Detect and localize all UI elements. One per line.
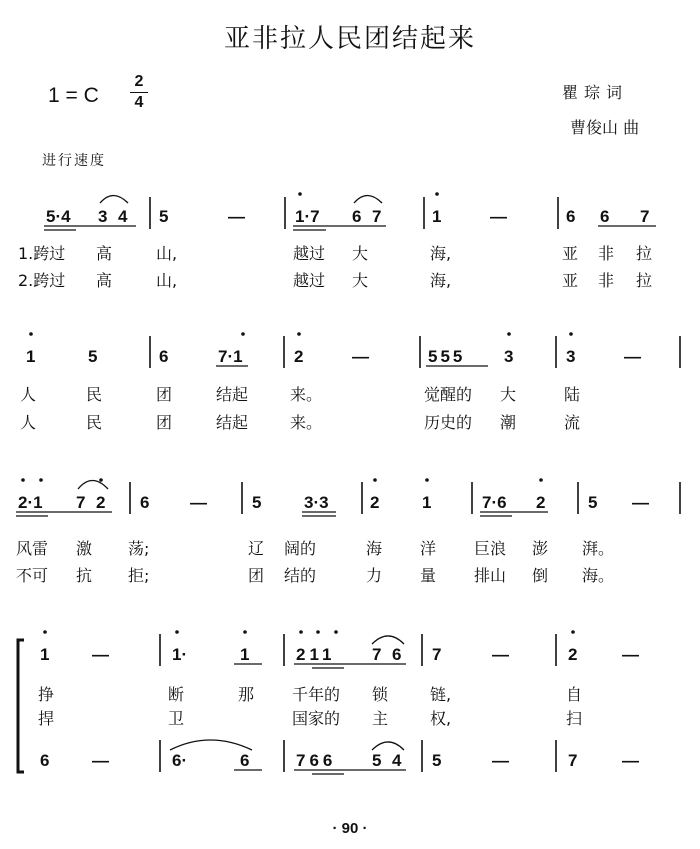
note: 7 xyxy=(640,207,650,226)
note: 7 xyxy=(372,207,382,226)
lyric: 结起 xyxy=(216,413,249,432)
lyric: 山, xyxy=(156,271,178,290)
note: 555 xyxy=(428,347,466,366)
note: — xyxy=(92,751,109,770)
lyric: 来。 xyxy=(290,385,323,404)
note: 7·1 xyxy=(218,347,243,366)
note: 5 xyxy=(88,347,98,366)
note: 211 xyxy=(296,645,336,664)
lyric: 权, xyxy=(430,709,452,728)
system-4 xyxy=(18,630,639,774)
slur xyxy=(372,636,404,644)
note: — xyxy=(622,645,639,664)
lyric: 高 xyxy=(96,244,113,263)
note: 2 xyxy=(96,493,106,512)
lyric: 拒; xyxy=(128,566,150,585)
lyricist-credit: 瞿琮词 xyxy=(562,83,629,102)
note: 5·4 xyxy=(46,207,71,226)
lyric: 陆 xyxy=(564,385,581,404)
lyric: 链, xyxy=(430,685,452,704)
note: 6 xyxy=(240,751,250,770)
lyric: 国家的 xyxy=(292,709,341,728)
lyric: 历史的 xyxy=(424,413,473,432)
composer-credit: 曹俊山 曲 xyxy=(570,118,640,137)
note: 5 xyxy=(432,751,442,770)
lyric: 非 xyxy=(598,244,615,263)
note: — xyxy=(228,207,245,226)
octave-dot xyxy=(539,478,543,482)
note: 7 xyxy=(76,493,86,512)
note: 6 xyxy=(159,347,169,366)
lyric: 阔的 xyxy=(284,539,317,558)
lyric: 抗 xyxy=(76,566,93,585)
lyric: 民 xyxy=(86,385,103,404)
note: 5 xyxy=(588,493,598,512)
lyric: 潮 xyxy=(500,413,517,432)
slur xyxy=(170,740,252,750)
note: 766 xyxy=(296,751,337,770)
octave-dot xyxy=(571,630,575,634)
octave-dot xyxy=(39,478,43,482)
note: 3 xyxy=(566,347,576,366)
note: 2 xyxy=(568,645,578,664)
lyric: 力 xyxy=(366,566,383,585)
lyric: 拉 xyxy=(636,244,653,263)
lyric: 风雷 xyxy=(16,539,49,558)
note: 4 xyxy=(118,207,128,226)
lyric: 排山 xyxy=(474,566,507,585)
lyric: 团 xyxy=(156,413,173,432)
note: 6 xyxy=(392,645,402,664)
note: 5 xyxy=(372,751,382,770)
note: 1·7 xyxy=(295,207,320,226)
lyric: 自 xyxy=(566,685,583,704)
lyric: 非 xyxy=(598,271,615,290)
lyric: 越过 xyxy=(293,271,326,290)
lyric: 结起 xyxy=(216,385,249,404)
note: — xyxy=(490,207,507,226)
note: 3·3 xyxy=(304,493,329,512)
octave-dot xyxy=(425,478,429,482)
lyric: 荡; xyxy=(128,539,150,558)
note: 7 xyxy=(432,645,442,664)
lyric: 海, xyxy=(430,271,452,290)
note: 6 xyxy=(352,207,362,226)
note: 1 xyxy=(432,207,442,226)
lyric: 2.跨过 xyxy=(18,271,66,290)
note: 7 xyxy=(568,751,578,770)
lyric: 卫 xyxy=(168,709,185,728)
lyric: 流 xyxy=(564,413,581,432)
lyric: 越过 xyxy=(293,244,326,263)
octave-dot xyxy=(316,630,320,634)
lyric: 人 xyxy=(20,385,37,404)
song-title: 亚非拉人民团结起来 xyxy=(223,24,476,54)
lyric: 亚 xyxy=(562,271,579,290)
lyric: 民 xyxy=(86,413,103,432)
lyric: 海。 xyxy=(582,566,615,585)
lyric: 挣 xyxy=(38,685,55,704)
note: 6 xyxy=(600,207,610,226)
note: 1 xyxy=(422,493,432,512)
note: 1 xyxy=(40,645,50,664)
slur xyxy=(354,196,382,204)
lyric: 高 xyxy=(96,271,113,290)
octave-dot xyxy=(373,478,377,482)
lyric: 扫 xyxy=(566,709,583,728)
lyric: 亚 xyxy=(562,244,579,263)
lyric: 1.跨过 xyxy=(18,244,66,263)
note: 6 xyxy=(566,207,576,226)
lyric: 洋 xyxy=(420,539,437,558)
octave-dot xyxy=(334,630,338,634)
lyric: 巨浪 xyxy=(474,539,507,558)
lyric: 不可 xyxy=(16,566,49,585)
lyric: 拉 xyxy=(636,271,653,290)
note: 7·6 xyxy=(482,493,507,512)
note: — xyxy=(352,347,369,366)
lyric: 辽 xyxy=(248,539,265,558)
lyric: 来。 xyxy=(290,413,323,432)
octave-dot xyxy=(298,192,302,196)
lyric: 人 xyxy=(20,413,37,432)
note: 6 xyxy=(140,493,150,512)
octave-dot xyxy=(297,332,301,336)
lyric: 锁 xyxy=(372,685,389,704)
lyric: 倒 xyxy=(532,566,549,585)
page-number: · 90 · xyxy=(332,820,368,837)
lyric: 大 xyxy=(352,244,369,263)
note: 2 xyxy=(370,493,380,512)
octave-dot xyxy=(435,192,439,196)
octave-dot xyxy=(299,630,303,634)
octave-dot xyxy=(243,630,247,634)
note: 3 xyxy=(98,207,108,226)
system-bracket xyxy=(18,640,24,772)
lyric: 海 xyxy=(366,539,383,558)
slur xyxy=(100,196,128,204)
note: 1 xyxy=(26,347,36,366)
note: 6 xyxy=(40,751,50,770)
note: — xyxy=(92,645,109,664)
lyric: 那 xyxy=(238,685,255,704)
time-bottom: 4 xyxy=(130,92,148,113)
note: — xyxy=(492,751,509,770)
note: — xyxy=(632,493,649,512)
time-top: 2 xyxy=(134,73,144,90)
note: 1 xyxy=(240,645,250,664)
lyric: 断 xyxy=(168,685,185,704)
octave-dot xyxy=(99,478,103,482)
note: — xyxy=(492,645,509,664)
lyric: 团 xyxy=(156,385,173,404)
lyric: 觉醒的 xyxy=(424,385,473,404)
lyric: 激 xyxy=(76,539,93,558)
lyric: 捍 xyxy=(38,709,55,728)
lyric: 海, xyxy=(430,244,452,263)
octave-dot xyxy=(43,630,47,634)
lyric: 千年的 xyxy=(292,685,341,704)
note: 5 xyxy=(159,207,169,226)
system-3 xyxy=(16,478,680,585)
note: — xyxy=(622,751,639,770)
note: 2·1 xyxy=(18,493,43,512)
note: 6· xyxy=(172,751,188,770)
note: 4 xyxy=(392,751,402,770)
slur xyxy=(372,742,404,750)
note: — xyxy=(190,493,207,512)
octave-dot xyxy=(569,332,573,336)
octave-dot xyxy=(507,332,511,336)
system-2 xyxy=(20,332,680,432)
lyric: 澎 xyxy=(532,539,549,558)
note: 2 xyxy=(294,347,304,366)
octave-dot xyxy=(21,478,25,482)
octave-dot xyxy=(29,332,33,336)
lyric: 结的 xyxy=(284,566,317,585)
slur xyxy=(78,481,108,490)
note: 5 xyxy=(252,493,262,512)
lyric: 大 xyxy=(352,271,369,290)
lyric: 量 xyxy=(420,566,437,585)
note: 3 xyxy=(504,347,514,366)
note: 2 xyxy=(536,493,546,512)
note: 7 xyxy=(372,645,382,664)
octave-dot xyxy=(175,630,179,634)
lyric: 大 xyxy=(500,385,517,404)
lyric: 团 xyxy=(248,566,265,585)
lyric: 主 xyxy=(372,709,389,728)
note: — xyxy=(624,347,641,366)
tempo-marking: 进行速度 xyxy=(42,153,106,169)
lyric: 湃。 xyxy=(582,539,615,558)
note: 1· xyxy=(172,645,188,664)
lyric: 山, xyxy=(156,244,178,263)
key-signature: 1 = C xyxy=(48,84,99,107)
octave-dot xyxy=(241,332,245,336)
system-1 xyxy=(18,192,656,290)
